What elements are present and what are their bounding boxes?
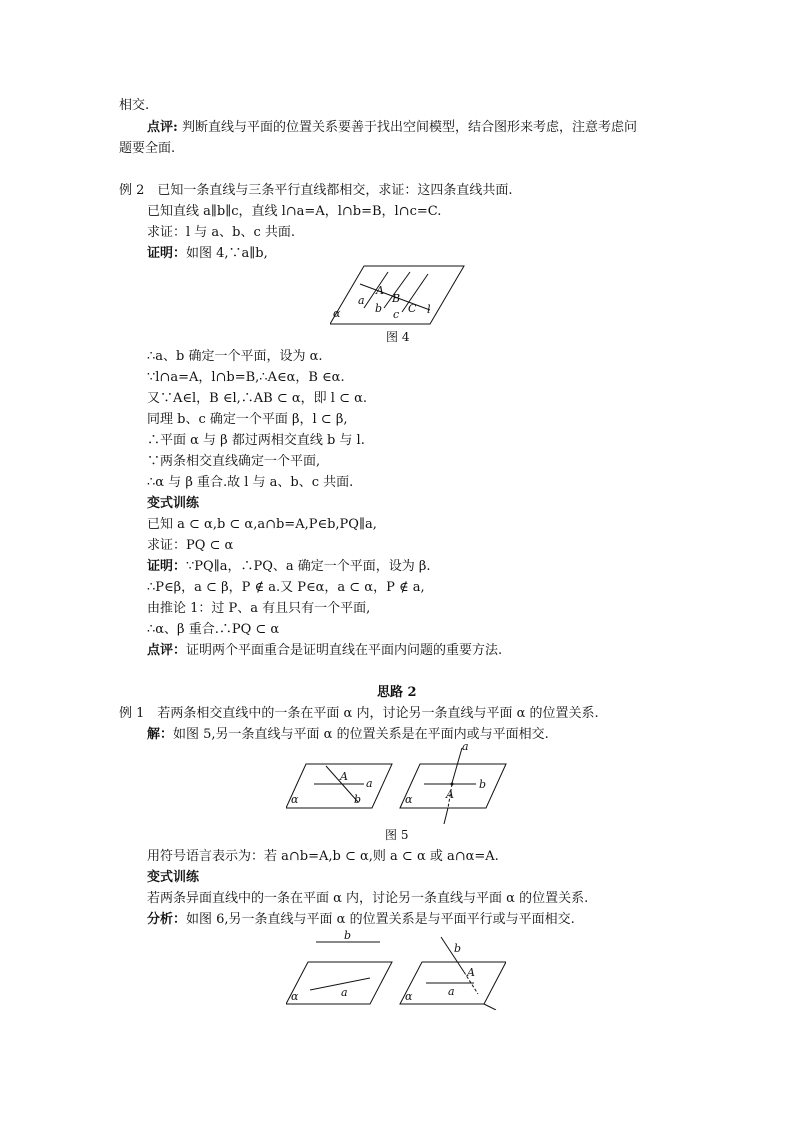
fig5-right-a: a: [462, 740, 469, 753]
proof-step: 又∵A∈l，B ∈l,∴AB ⊂ α，即 l ⊂ α.: [147, 391, 368, 406]
fig4-A-label: A: [376, 284, 384, 297]
fig5-left-a: a: [366, 777, 373, 790]
solution-text: 如图 5,另一条直线与平面 α 的位置关系是在平面内或与平面相交.: [173, 727, 549, 742]
comment-label: 点评:: [147, 120, 178, 135]
section-heading: 思路 2: [377, 685, 417, 700]
example-1-title: 例 1 若两条相交直线中的一条在平面 α 内，讨论另一条直线与平面 α 的位置关系.: [119, 706, 599, 721]
proof-step: ∴a、b 确定一个平面，设为 α.: [147, 349, 323, 364]
variant-proof-step: 由推论 1：过 P、a 有且只有一个平面,: [147, 601, 371, 616]
proof-step: ∴α 与 β 重合.故 l 与 a、b、c 共面.: [147, 475, 354, 490]
fig4-b-label: b: [375, 302, 383, 315]
proof-label: 证明：: [147, 246, 187, 261]
fig5-right-b: b: [479, 778, 487, 791]
fig5-right-A: A: [446, 788, 454, 801]
variant-comment: [147, 642, 502, 660]
figure-5: [286, 740, 526, 824]
variant-proof-label: 证明：: [147, 559, 187, 574]
variant-proof-text: ∵PQ∥a，∴PQ、a 确定一个平面，设为 β.: [186, 559, 431, 574]
fig6-right-a: a: [448, 985, 455, 998]
text-line: 题要全面.: [119, 141, 176, 156]
figure-4-caption: 图 4: [386, 330, 410, 344]
fig6-left-alpha: α: [291, 990, 299, 1003]
example-title: 例 2 已知一条直线与三条平行直线都相交，求证：这四条直线共面.: [119, 183, 513, 198]
fig5-left-alpha: α: [291, 793, 299, 806]
variant-comment-text: 证明两个平面重合是证明直线在平面内问题的重要方法.: [186, 643, 503, 658]
solution-label: 解：: [147, 727, 174, 742]
text-line: 相交.: [119, 98, 150, 113]
analysis-text: 如图 6,另一条直线与平面 α 的位置关系是与平面平行或与平面相交.: [186, 912, 575, 927]
fig5-left-A: A: [340, 770, 348, 783]
fig6-left-a: a: [341, 986, 348, 999]
figure-6: [286, 928, 506, 1010]
fig5-left-b: b: [354, 793, 362, 806]
proof-step: ∴平面 α 与 β 都过两相交直线 b 与 l.: [147, 433, 365, 448]
analysis-label: 分析：: [147, 912, 187, 927]
fig6-right-b: b: [454, 942, 462, 955]
proof-step: 同理 b、c 确定一个平面 β，l ⊂ β,: [147, 412, 348, 427]
variant-heading: 变式训练: [147, 496, 200, 511]
variant-proof-step: ∴P∈β，a ⊂ β，P ∉ a.又 P∈α，a ⊂ α，P ∉ a,: [147, 580, 425, 595]
comment-paragraph: [147, 119, 637, 137]
variant-proof-line: [147, 558, 431, 576]
proof-step: ∵l∩a=A，l∩b=B,∴A∈α，B ∈α.: [147, 370, 345, 385]
fig6-right-A: A: [467, 966, 475, 979]
proof-step: ∵两条相交直线确定一个平面,: [147, 454, 321, 469]
fig5-right-alpha: α: [405, 793, 413, 806]
given-text: 已知直线 a∥b∥c，直线 l∩a=A，l∩b=B，l∩c=C.: [147, 204, 442, 219]
variant-prove: 求证：PQ ⊂ α: [147, 538, 234, 553]
fig4-B-label: B: [392, 292, 401, 305]
fig4-l-label: l: [427, 303, 431, 316]
variant-heading-2: 变式训练: [147, 870, 200, 885]
fig4-alpha-label: α: [333, 307, 341, 320]
variant-comment-label: 点评：: [147, 643, 187, 658]
proof-line: [147, 245, 268, 263]
comment-text: 判断直线与平面的位置关系要善于找出空间模型，结合图形来考虑，注意考虑问: [177, 120, 637, 135]
fig6-left-b: b: [344, 929, 352, 942]
variant-given: 已知 a ⊂ α,b ⊂ α,a∩b=A,P∈b,PQ∥a,: [147, 517, 377, 532]
variant-text-2: 若两条异面直线中的一条在平面 α 内，讨论另一条直线与平面 α 的位置关系.: [147, 891, 589, 906]
fig4-a-label: a: [358, 294, 365, 307]
proof-text: 如图 4,∵a∥b,: [186, 246, 268, 261]
prove-text: 求证：l 与 a、b、c 共面.: [147, 225, 296, 240]
figure-4: [330, 262, 466, 326]
variant-proof-step: ∴α、β 重合.∴PQ ⊂ α: [147, 622, 280, 637]
fig4-c-label: c: [393, 308, 400, 321]
figure-5-caption: 图 5: [385, 828, 409, 842]
fig4-C-label: C: [408, 302, 417, 315]
fig6-right-alpha: α: [405, 990, 413, 1003]
analysis-line: [147, 911, 575, 929]
symbol-text: 用符号语言表示为：若 a∩b=A,b ⊂ α,则 a ⊂ α 或 a∩α=A.: [147, 849, 499, 864]
